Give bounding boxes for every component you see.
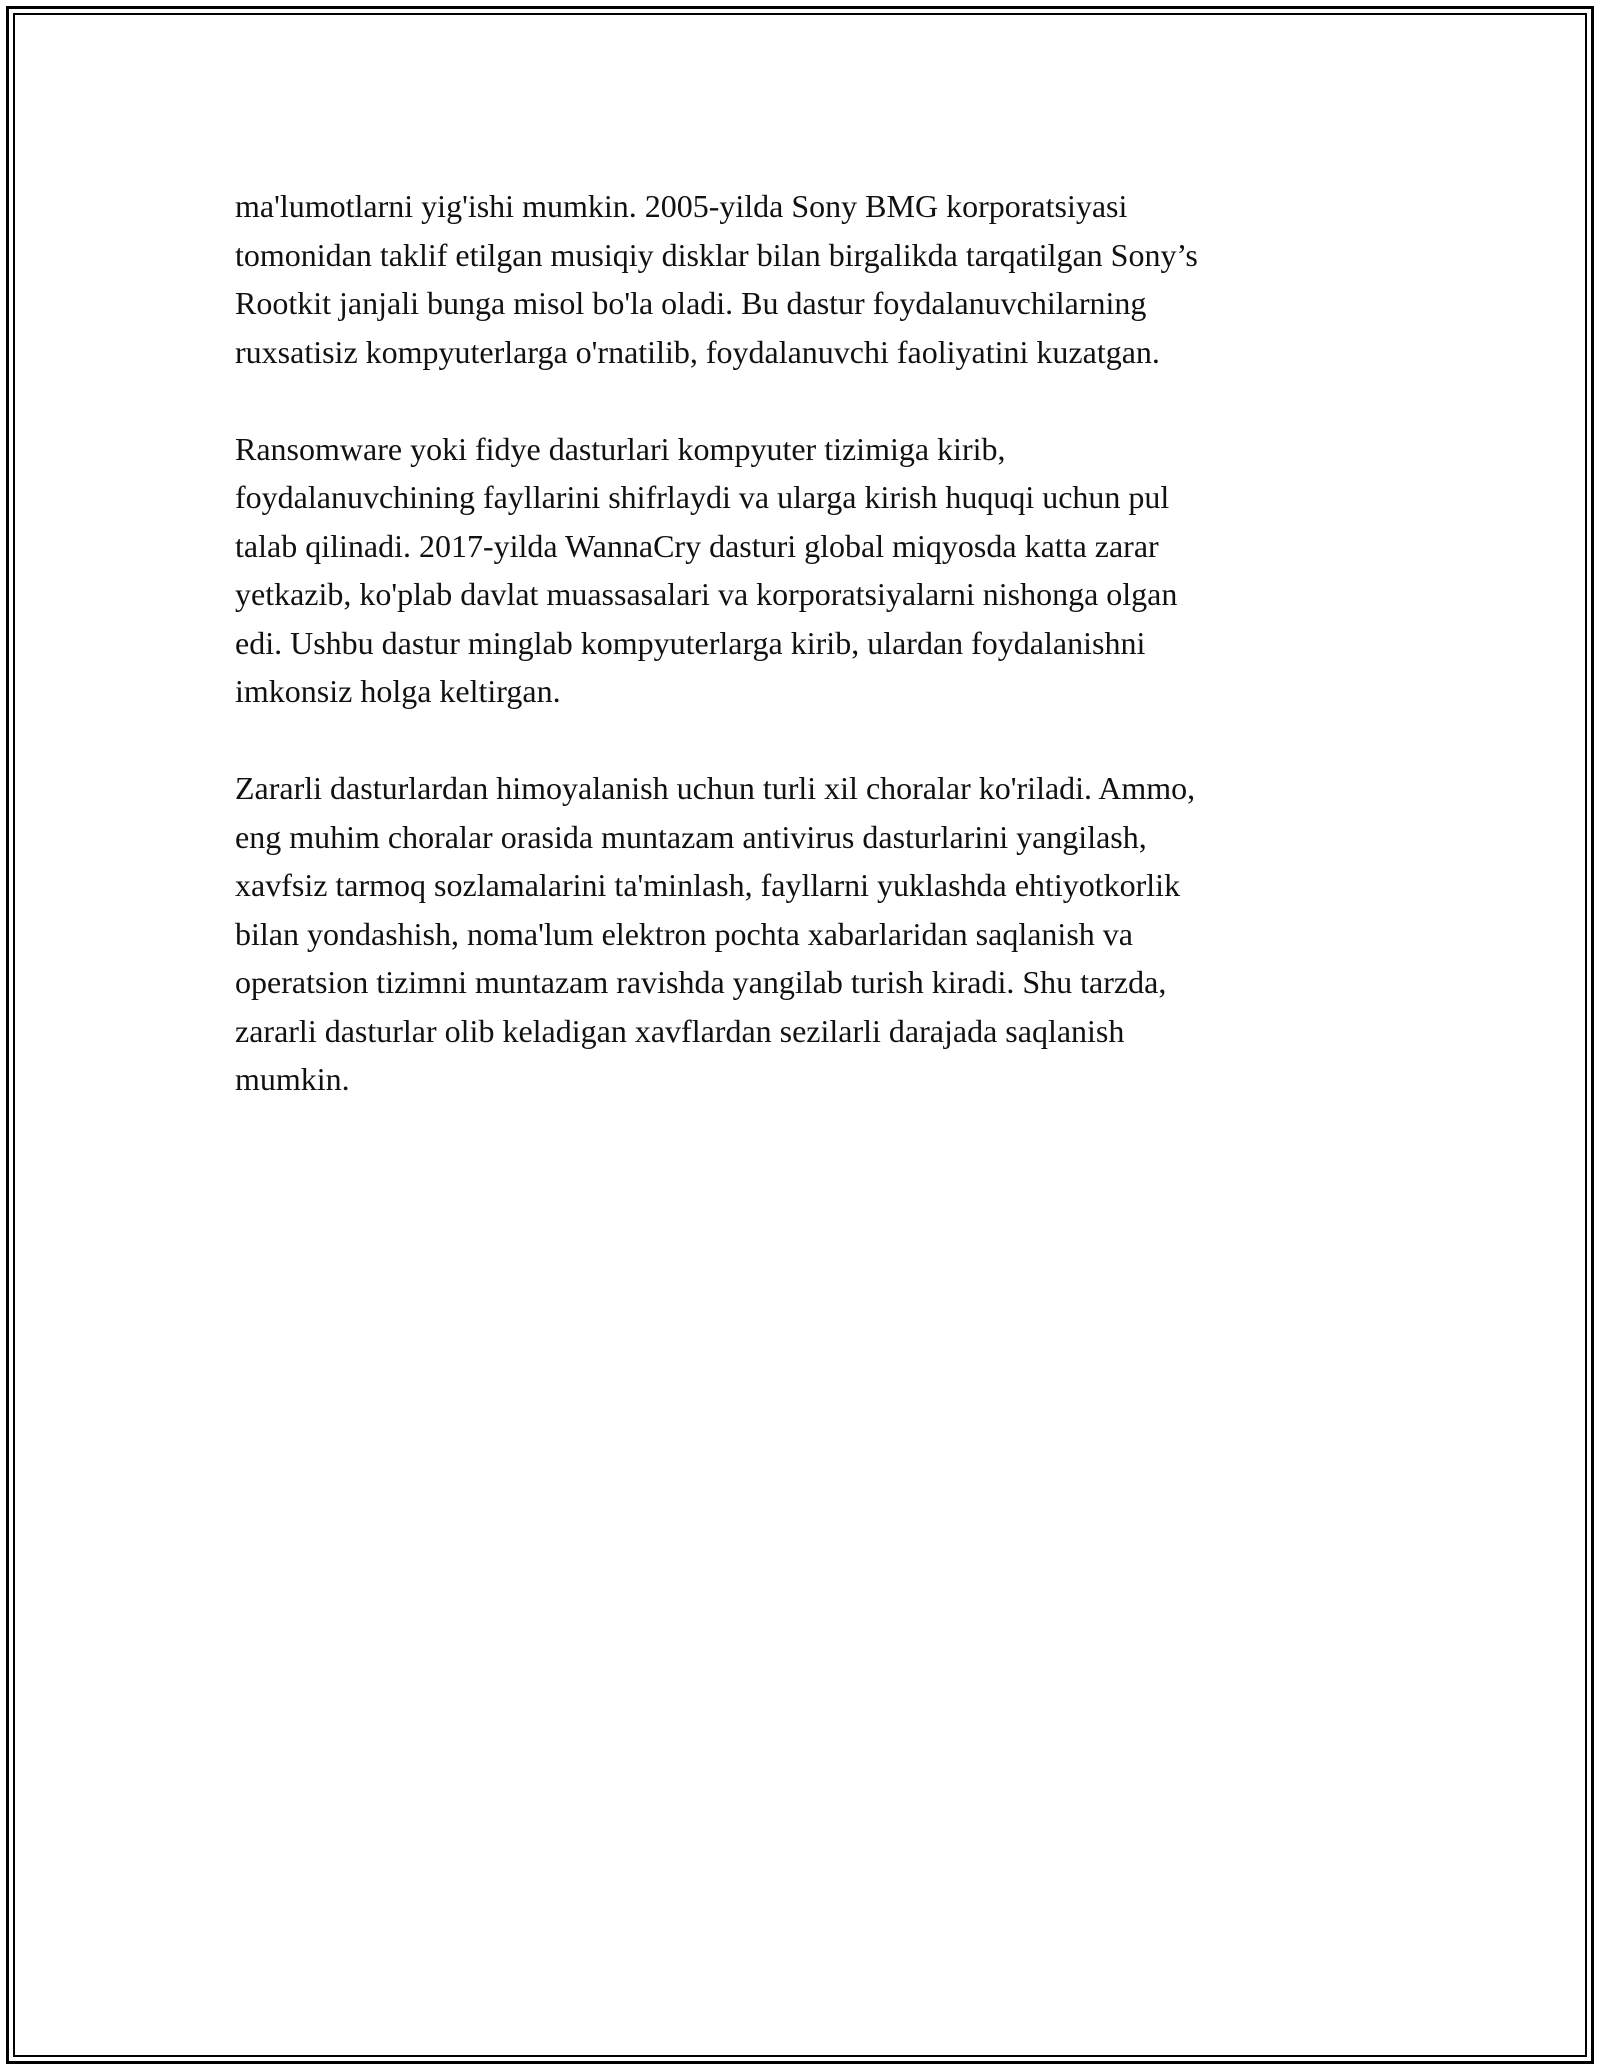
document-body — [235, 182, 1365, 1152]
paragraph-3: Zararli dasturlardan himoyalanish uchun turli xil choralar ko'riladi. Ammo, eng muhim choralar orasida muntazam antivirus dasturlarini yangilash, xavfsiz tarmoq sozlamalarini ta'minlash, fayllarni yuklashda ehtiyotkorlik bilan yondashish, noma'lum elektron pochta xabarlaridan saqlanish va operatsion tizimni muntazam ravishda yangilab turish kiradi. Shu tarzda, zararli dasturlar olib keladigan xavflardan sezilarli darajada saqlanish mumkin. — [235, 770, 1196, 1097]
paragraph-1: ma'lumotlarni yig'ishi mumkin. 2005-yilda Sony BMG korporatsiyasi tomonidan taklif etilgan musiqiy disklar bilan birgalikda tarqatilgan Sony’s Rootkit janjali bunga misol bo'la oladi. Bu dastur foydalanuvchilarning ruxsatisiz kompyuterlarga o'rnatilib, foydalanuvchi faoliyatini kuzatgan. — [235, 188, 1198, 370]
paragraph-2: Ransomware yoki fidye dasturlari kompyuter tizimiga kirib, foydalanuvchining fayllarini shifrlaydi va ularga kirish huquqi uchun pul talab qilinadi. 2017-yilda WannaCry dasturi global miqyosda katta zarar yetkazib, ko'plab davlat muassasalari va korporatsiyalarni nishonga olgan edi. Ushbu dastur minglab kompyuterlarga kirib, ulardan foydalanishni imkonsiz holga keltirgan. — [235, 430, 1178, 709]
